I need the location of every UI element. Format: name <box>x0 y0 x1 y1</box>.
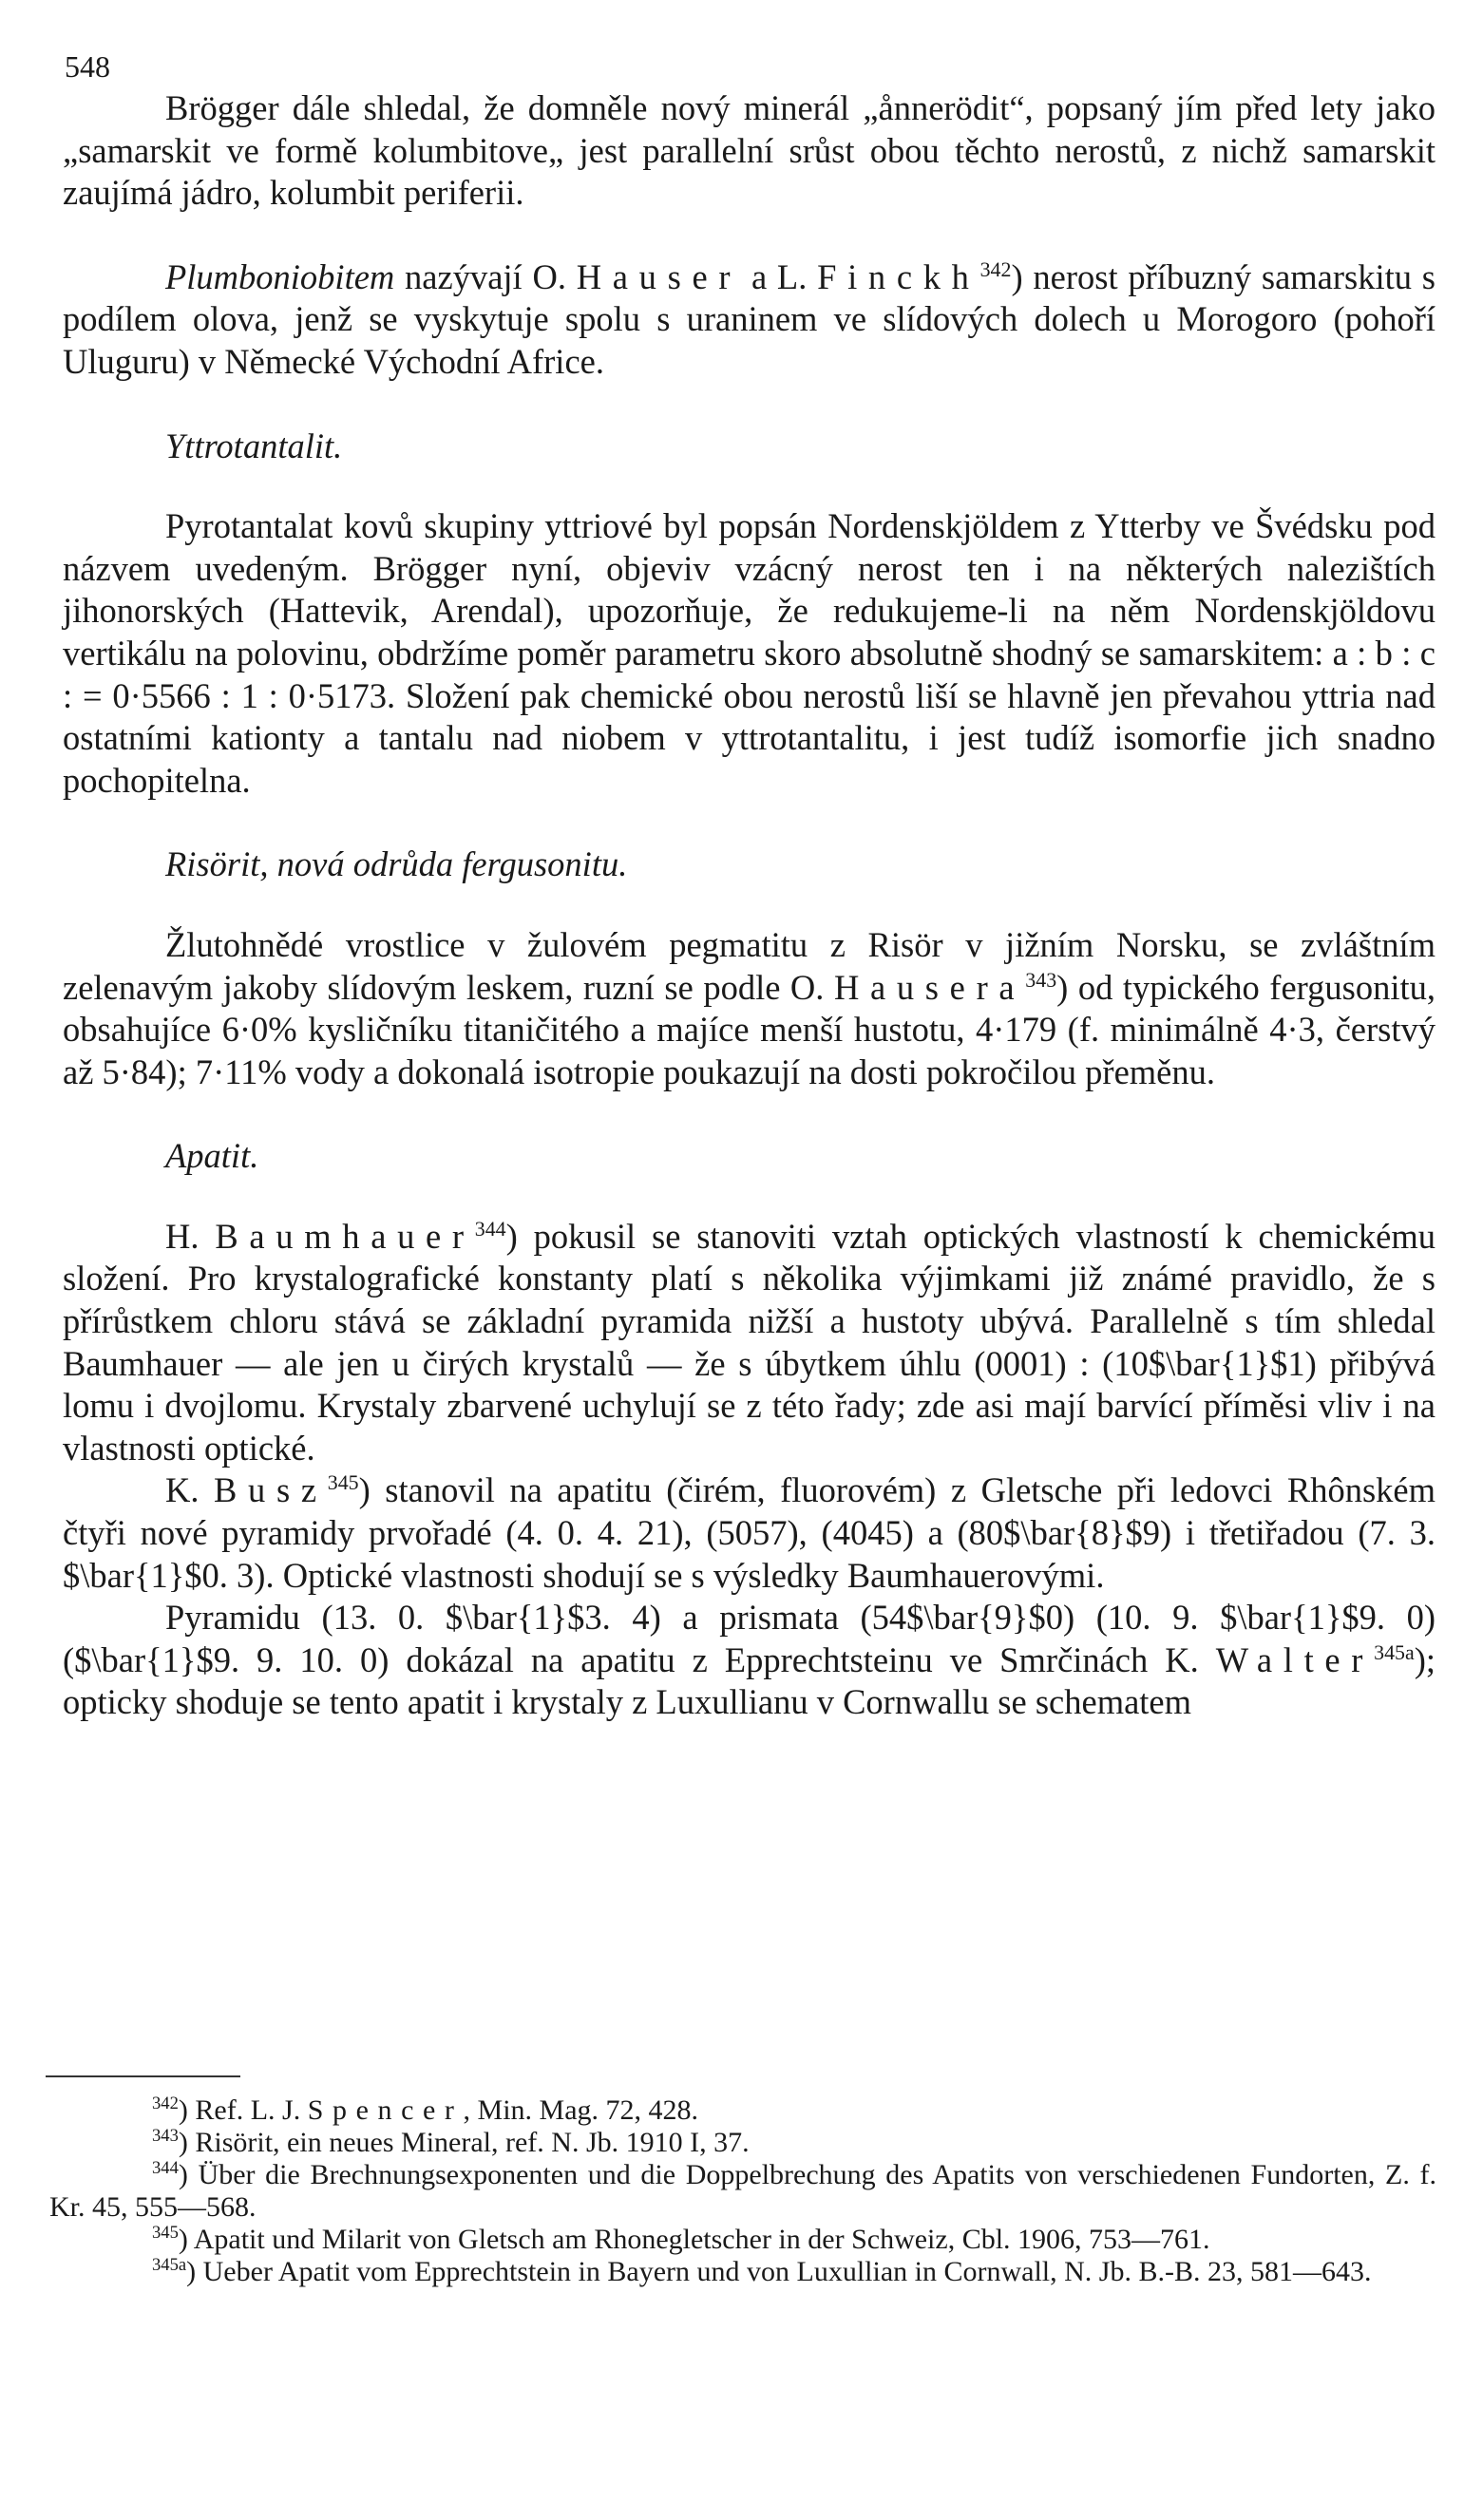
author-hauser: Hauser <box>576 256 742 296</box>
footnote-345: $^{345}$) Apatit und Milarit von Gletsch am Rhonegletscher in der Schweiz, Cbl. 1906, 753—761. <box>152 2222 1210 2255</box>
author-spencer: Spencer <box>307 2094 464 2126</box>
paragraph-plumboniobit: Plumboniobitem nazývají O. Hauser a L. Finckh$^{342}$) nerost příbuzný samarskitu s podílem olova, jenž se vyskytuje spolu s uraninem ve slídových dolech u Morogoro (pohoří Uluguru) v Německé Východní Africe. <box>63 256 1435 381</box>
main-text <box>63 87 1435 1724</box>
author-busz: Busz <box>214 1470 328 1510</box>
paragraph-yttrotantalit: Pyrotantalat kovů skupiny yttriové byl popsán Nordenskjöldem z Ytterby ve Švédsku pod názvem uvedeným. Brögger nyní, objeviv vzácný nerost ten i na některých nalezištích jihonorských (Hattevik, Arendal), upozorňuje, že redukujeme-li na něm Nordenskjöldovu vertikálu na polovinu, obdržíme poměr parametru skoro absolutně shodný se samarskitem: a : b : c : = 0·5566 : 1 : 0·5173. Složení pak chemické obou nerostů liší se hlavně jen převahou yttria nad ostatními kationty a tantalu nad niobem v yttrotantalitu, i jest tudíž isomorfie jich snadno pochopitelna. <box>63 506 1435 800</box>
heading-yttrotantalit: Yttrotantalit. <box>165 426 343 465</box>
heading-risorit: Risörit, nová odrůda fergusonitu. <box>165 844 628 884</box>
paragraph-busz: K. Busz$^{345}$) stanovil na apatitu (čirém, fluorovém) z Gletsche při ledovci Rhônském čtyři nové pyramidy prvořadé (4. 0. 4. 21), (5057), (4045) a (80$\bar{8}$9) i třetiřadou (7. 3. $\bar{1}$0. 3). Optické vlastnosti shodují se s výsledky Baumhauerovými. <box>63 1470 1435 1595</box>
paragraph-walter: Pyramidu (13. 0. $\bar{1}$3. 4) a prismata (54$\bar{9}$0) (10. 9. $\bar{1}$9. 0) ($\bar{1}$9. 9. 10. 0) dokázal na apatitu z Epprechtsteinu ve Smrčinách K. Walter$^{345a}$); opticky shoduje se tento apatit i krystaly z Luxullianu v Cornwallu se schematem <box>63 1598 1435 1722</box>
footnote-345a: $^{345a}$) Ueber Apatit vom Epprechtstein in Bayern und von Luxullian in Cornwall, N. Jb. B.-B. 23, 581—643. <box>152 2254 1372 2287</box>
footnote-344: $^{344}$) Über die Brechnungsexponenten und die Doppelbrechung des Apatits von verschiedenen Fundorten, Z. f. Kr. 45, 555—568. <box>49 2157 1436 2223</box>
paragraph-annerodit: Brögger dále shledal, že domněle nový minerál „ånnerödit“, popsaný jím před lety jako „samarskit ve formě kolumbitove„ jest parallelní srůst obou těchto nerostů, z nichž samarskit zaujímá jádro, kolumbit periferii. <box>63 88 1435 213</box>
term-plumboniobitem: Plumboniobitem <box>165 256 395 296</box>
paragraph-risorit: Žlutohnědé vrostlice v žulovém pegmatitu z Risör v jižním Norsku, se zvláštním zelenavým jakoby slídovým leskem, ruzní se podle O. Hausera$^{343}$) od typického fergusonitu, obsahujíce 6·0% kysličníku titaničitého a majíce menší hustotu, 4·179 (f. minimálně 4·3, čerstvý až 5·84); 7·11% vody a dokonalá isotropie poukazují na dosti pokročilou přeměnu. <box>63 924 1435 1091</box>
footnote-separator <box>46 2075 240 2077</box>
footnote-ref-344: 344 <box>474 1216 506 1241</box>
footnote-ref-345: 345 <box>327 1470 359 1495</box>
author-baumhauer: Baumhauer <box>215 1216 475 1256</box>
footnotes <box>49 2094 1436 2288</box>
footnote-ref-345a: 345a <box>1374 1639 1415 1664</box>
paragraph-baumhauer: H. Baumhauer$^{344}$) pokusil se stanoviti vztah optických vlastností k chemickému složení. Pro krystalografické konstanty platí s několika výjimkami již známé pravidlo, že s přírůstkem chloru stává se základní pyramida nižší a hustoty ubývá. Parallelně s tím shledal Baumhauer — ale jen u čirých krystalů — že s úbytkem úhlu (0001) : (10$\bar{1}$1) přibývá lomu i dvojlomu. Krystaly zbarvené uchylují se z této řady; zde asi mají barvící příměsi vliv i na vlastnosti optické. <box>63 1216 1436 1468</box>
author-walter: Walter <box>1215 1639 1375 1679</box>
footnote-343: $^{343}$) Risörit, ein neues Mineral, ref. N. Jb. 1910 I, 37. <box>152 2125 750 2158</box>
heading-apatit: Apatit. <box>165 1136 259 1176</box>
page-number: 548 <box>65 49 110 84</box>
footnote-342: $^{342}$) Ref. L. J. Spencer, Min. Mag. 72, 428. <box>152 2093 699 2126</box>
footnote-ref-343: 343 <box>1025 967 1057 992</box>
author-hausera: Hausera <box>833 967 1026 1007</box>
author-finckh: Finckh <box>817 256 980 296</box>
footnote-ref-342: 342 <box>979 256 1012 281</box>
